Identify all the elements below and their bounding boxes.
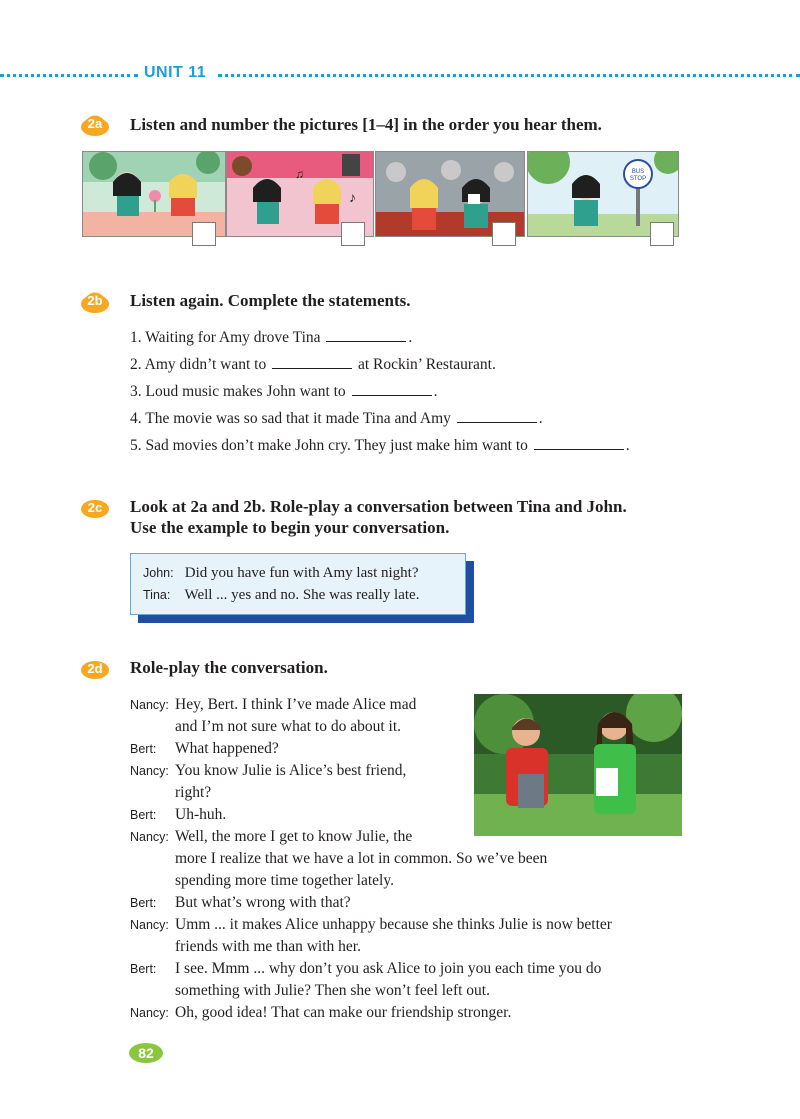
statement-2 xyxy=(130,355,496,375)
heading-2c-line2: Use the example to begin your conversation. xyxy=(130,518,450,537)
statement-number: 3. xyxy=(130,383,142,400)
dialogue-text: and I’m not sure what to do about it. xyxy=(175,718,401,735)
example-text: Did you have fun with Amy last night? xyxy=(184,565,419,581)
speaker-label: Nancy: xyxy=(130,764,169,778)
badge-2c-label: 2c xyxy=(87,500,103,515)
answer-box-2[interactable] xyxy=(341,222,365,246)
speaker-label: Bert: xyxy=(130,742,157,756)
statement-number: 1. xyxy=(130,329,142,346)
answer-box-4[interactable] xyxy=(650,222,674,246)
statement-blank[interactable] xyxy=(457,410,537,423)
statement-text: Amy didn’t want to xyxy=(144,356,267,373)
badge-2d-label: 2d xyxy=(87,661,103,676)
dialogue-text: spending more time together lately. xyxy=(175,872,394,889)
example-line-1 xyxy=(143,562,418,584)
svg-text:♪: ♪ xyxy=(349,191,356,206)
badge-2b-label: 2b xyxy=(87,293,103,308)
statement-blank[interactable] xyxy=(534,437,624,450)
dialogue-text: But what’s wrong with that? xyxy=(175,894,351,911)
dialogue-text: Hey, Bert. I think I’ve made Alice mad xyxy=(175,696,417,713)
dialogue-text: What happened? xyxy=(175,740,279,757)
unit-label: UNIT 11 xyxy=(144,64,207,81)
dialogue-text: Uh-huh. xyxy=(175,806,227,823)
speaker-label: Nancy: xyxy=(130,1006,169,1020)
answer-box-3[interactable] xyxy=(492,222,516,246)
heading-2b: Listen again. Complete the statements. xyxy=(130,291,411,310)
statement-end: . xyxy=(625,437,630,454)
svg-text:STOP: STOP xyxy=(629,176,647,182)
svg-text:BUS: BUS xyxy=(631,169,645,175)
dialogue-text: Well, the more I get to know Julie, the xyxy=(175,828,413,845)
statement-number: 5. xyxy=(130,437,142,454)
statement-end: at Rockin’ Restaurant. xyxy=(357,356,496,373)
statement-end: . xyxy=(408,329,413,346)
speaker-label: Bert: xyxy=(130,808,157,822)
statement-1 xyxy=(130,328,412,348)
dialogue-text: I see. Mmm ... why don’t you ask Alice to join you each time you do xyxy=(175,960,602,977)
statement-text: Sad movies don’t make John cry. They just make him want to xyxy=(145,437,528,454)
speaker-label: Tina: xyxy=(143,588,171,602)
statement-blank[interactable] xyxy=(326,329,406,342)
badge-2d xyxy=(80,658,116,680)
dialogue-text: right? xyxy=(175,784,212,801)
statement-blank[interactable] xyxy=(272,356,352,369)
statement-3 xyxy=(130,382,437,402)
statement-text: Waiting for Amy drove Tina xyxy=(145,329,321,346)
dialogue-text: Oh, good idea! That can make our friendship stronger. xyxy=(175,1004,512,1021)
dialogue-text: You know Julie is Alice’s best friend, xyxy=(175,762,407,779)
example-text: Well ... yes and no. She was really late. xyxy=(184,587,420,603)
heading-2d: Role-play the conversation. xyxy=(130,658,328,677)
heading-2a: Listen and number the pictures [1–4] in the order you hear them. xyxy=(130,115,602,134)
example-line-2 xyxy=(143,584,419,606)
svg-text:♫: ♫ xyxy=(295,167,304,181)
heading-2c-line1: Look at 2a and 2b. Role-play a conversation between Tina and John. xyxy=(130,497,627,516)
photo-two-students xyxy=(474,694,682,836)
statement-end: . xyxy=(433,383,438,400)
statement-end: . xyxy=(538,410,543,427)
statement-number: 2. xyxy=(130,356,142,373)
statement-text: The movie was so sad that it made Tina and Amy xyxy=(145,410,451,427)
unit-divider-left xyxy=(0,74,138,77)
dialogue-text: something with Julie? Then she won’t feel left out. xyxy=(175,982,490,999)
page-number: 82 xyxy=(138,1045,154,1061)
statement-5 xyxy=(130,436,630,456)
badge-2b-headphones-icon xyxy=(80,290,116,312)
dialogue-text: Umm ... it makes Alice unhappy because she thinks Julie is now better xyxy=(175,916,612,933)
badge-2a-label: 2a xyxy=(87,116,103,131)
statement-blank[interactable] xyxy=(352,383,432,396)
example-box xyxy=(130,553,466,615)
dialogue-text: friends with me than with her. xyxy=(175,938,361,955)
speaker-label: Bert: xyxy=(130,896,157,910)
answer-box-1[interactable] xyxy=(192,222,216,246)
speaker-label: John: xyxy=(143,566,174,580)
speaker-label: Nancy: xyxy=(130,698,169,712)
badge-2c xyxy=(80,497,116,519)
page-number-badge xyxy=(128,1042,164,1064)
statement-number: 4. xyxy=(130,410,142,427)
dialogue-text: more I realize that we have a lot in common. So we’ve been xyxy=(175,850,548,867)
speaker-label: Nancy: xyxy=(130,918,169,932)
statement-text: Loud music makes John want to xyxy=(145,383,346,400)
unit-divider-right xyxy=(218,74,800,77)
badge-2a-headphones-icon xyxy=(80,113,116,135)
speaker-label: Bert: xyxy=(130,962,157,976)
speaker-label: Nancy: xyxy=(130,830,169,844)
statement-4 xyxy=(130,409,543,429)
